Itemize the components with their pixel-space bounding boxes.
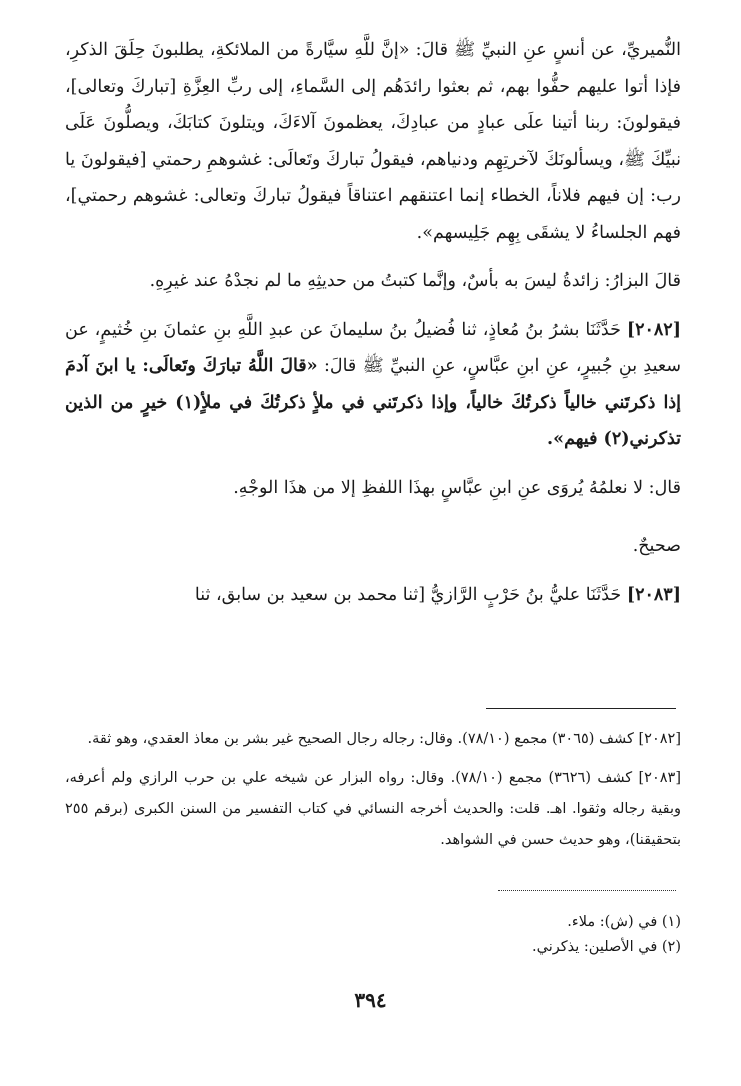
hadith-grade: صحيحٌ. (632, 536, 681, 556)
footnote-divider (486, 708, 676, 709)
textual-notes (381, 910, 681, 960)
note-2: (٢) في الأصلين: يذكرني. (532, 939, 681, 955)
hadith-number: [٢٠٨٢] (626, 319, 681, 340)
hadith-2083 (65, 577, 681, 614)
hadith-isnad: حَدَّثَنَا بشرُ بنُ مُعاذٍ، ثنا فُضيلُ بنُ سليمانَ عن عبدِ اللَّهِ بنِ عثمانَ بنِ خُثيمٍ، عن سعيدِ بنِ جُبيرٍ، عنِ ابنِ عبَّاسٍ، عنِ النبيِّ ﷺ قالَ: (65, 319, 681, 376)
hadith-2082 (65, 312, 681, 458)
narration-comment: قال: لا نعلمُهُ يُروَى عنِ ابنِ عبَّاسٍ بهذَا اللفظِ إلا من هذَا الوجْهِ. (233, 477, 681, 498)
note-1: (١) في (ش): ملاء. (567, 914, 681, 930)
hadith-isnad: حَدَّثَنَا عليُّ بنُ حَرْبٍ الرَّازيُّ [ثنا محمد بن سعيد بن سابق، ثنا (194, 584, 622, 605)
footnotes (65, 724, 681, 864)
main-text (65, 32, 681, 613)
hadith-matn: «قالَ اللَّهُ تبارَكَ وتَعالَى: يا ابنَ آدمَ إذا ذكرتَني خالياً ذكرتُكَ خالياً، وإذا ذكرتَني في ملأٍ ذكرتُكَ في ملأٍ(١) خيرٍ من الذين تذكرني(٢) فيهم». (65, 356, 681, 449)
footnote-2083: [٢٠٨٣] كشف (٣٦٢٦) مجمع (٧٨/١٠). وقال: رواه البزار عن شيخه علي بن حرب الرازي ولم أعرفه، وبقية رجاله وثقوا. اهـ. قلت: والحديث أخرجه النسائي في كتاب التفسير من السنن الكبرى (برقم ٢٥٥ بتحقيقنا)، وهو حديث حسن في الشواهد. (65, 770, 681, 848)
bazzar-comment: قالَ البزارُ: زائدةُ ليسَ به بأسٌ، وإنَّما كتبتُ من حديثِهِ ما لم نجدْهُ عند غيرِهِ. (149, 271, 681, 291)
notes-divider (498, 890, 676, 891)
page-number: ٣٩٤ (354, 988, 387, 1012)
hadith-number: [٢٠٨٣] (626, 584, 681, 605)
hadith-text-continued: النُّميريِّ، عن أنسٍ عنِ النبيِّ ﷺ قالَ: «إنَّ للَّهِ سيَّارةً من الملائكةِ، يطلبونَ حِلَقَ الذكرِ، فإذا أتوا عليهم حفُّوا بهم، ثم بعثوا رائدَهُم إلى السَّماءِ، إلى ربِّ العِزَّةِ [تباركَ وتعالى]، فيقولونَ: ربنا أتينا علَى عبادٍ من عبادِكَ، يعظمونَ آلاءَكَ، ويتلونَ كتابَكَ، ويصلُّونَ عَلَى نبيِّكَ ﷺ، ويسألونَكَ لآخرتِهِم ودنياهم، فيقولُ تباركَ وتَعالَى: غشوهمِ رحمتي [فيقولونَ يا رب: إن فيهم فلاناً، الخطاء إنما اعتنقهم اعتناقاً فيقولُ تباركَ وتعالى: غشوهم رحمتي]، فهم الجلساءُ لا يشقَى بِهِم جَلِيسهم». (65, 40, 681, 243)
footnote-2082: [٢٠٨٢] كشف (٣٠٦٥) مجمع (٧٨/١٠). وقال: رجاله رجال الصحيح غير بشر بن معاذ العقدي، وهو ثقة. (87, 731, 681, 747)
